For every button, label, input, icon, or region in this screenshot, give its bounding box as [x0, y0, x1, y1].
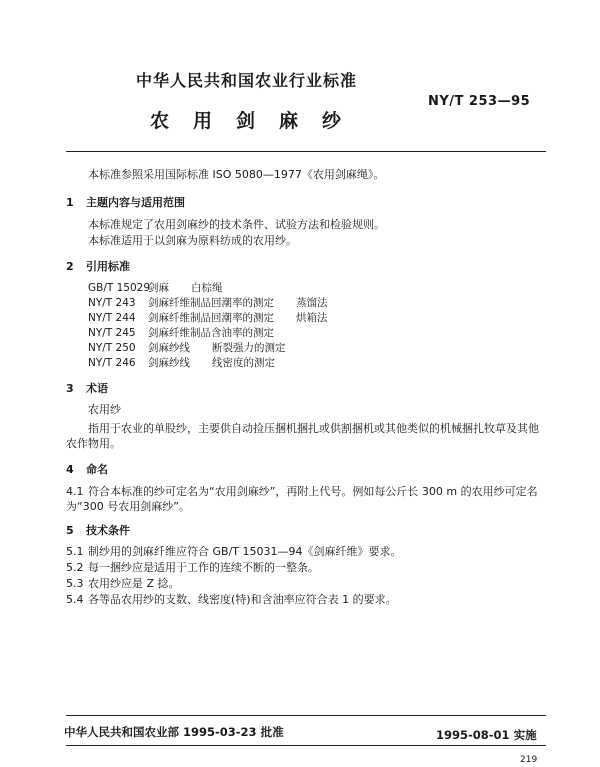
reference-code: GB/T 15029: [88, 282, 151, 294]
term-definition: 指用于农业的单股纱，主要供自动捡压捆机捆扎或供割捆机或其他类似的机械捆扎牧草及其他农作物用。: [66, 422, 539, 450]
reference-list: [88, 281, 328, 371]
clause-number: 5.4: [66, 593, 84, 606]
section-4-title: 命名: [86, 463, 108, 476]
reference-desc: 剑麻纱线: [148, 357, 190, 369]
section-2-title: 引用标准: [86, 260, 130, 273]
header-rule: [66, 151, 546, 152]
reference-desc: 剑麻纤维制品含油率的测定: [148, 327, 274, 339]
clause-5-2: [66, 561, 319, 575]
section-5-title: 技术条件: [86, 524, 130, 537]
reference-item: [88, 356, 328, 371]
reference-item: [88, 326, 328, 341]
issuing-org-heading: 中华人民共和国农业行业标准: [136, 71, 358, 90]
reference-item: [88, 281, 328, 296]
clause-text: 符合本标准的纱可定名为“农用剑麻纱”，再附上代号。例如每公斤长 300 m 的农用纱可定名为“300 号农用剑麻纱”。: [66, 485, 538, 513]
reference-desc: 剑麻纤维制品回潮率的测定: [148, 312, 274, 324]
clause-number: 4.1: [66, 485, 84, 498]
section-4-heading: [66, 461, 108, 477]
reference-item: [88, 341, 328, 356]
section-5-heading: [66, 522, 130, 538]
footer-rule: [66, 715, 546, 716]
reference-code: NY/T 245: [88, 327, 136, 339]
clause-text: 农用纱应是 Z 捻。: [88, 577, 180, 590]
reference-item: [88, 296, 328, 311]
intro-paragraph: 本标准参照采用国际标准 ISO 5080—1977《农用剑麻绳》。: [88, 168, 385, 181]
page-number: 219: [520, 755, 538, 765]
reference-desc-2: 蒸馏法: [296, 297, 328, 309]
clause-5-4: [66, 593, 397, 607]
reference-desc-2: 烘箱法: [296, 312, 328, 324]
footer-bottom-rule: [66, 745, 546, 746]
clause-text: 各等品农用纱的支数、线密度(特)和含油率应符合表 1 的要求。: [88, 593, 397, 606]
clause-number: 5.1: [66, 545, 84, 558]
implementation-date: 1995-08-01 实施: [436, 728, 537, 742]
section-5-number: 5: [66, 524, 74, 537]
section-1-title: 主题内容与适用范围: [86, 196, 185, 209]
reference-code: NY/T 244: [88, 312, 136, 324]
clause-text: 每一捆纱应是适用于工作的连续不断的一整条。: [88, 561, 319, 574]
clause-5-1: [66, 545, 401, 559]
reference-code: NY/T 250: [88, 342, 136, 354]
clause-text: 制纱用的剑麻纤维应符合 GB/T 15031—94《剑麻纤维》要求。: [88, 545, 402, 558]
section-1-para-2: 本标准适用于以剑麻为原料纺成的农用纱。: [88, 234, 297, 247]
section-4-number: 4: [66, 463, 74, 476]
reference-code: NY/T 246: [88, 357, 136, 369]
clause-number: 5.3: [66, 577, 84, 590]
clause-4-1: [66, 484, 544, 514]
section-1-heading: [66, 194, 185, 210]
section-3-title: 术语: [86, 382, 108, 395]
standard-code: NY/T 253—95: [428, 94, 531, 109]
section-3-number: 3: [66, 382, 74, 395]
reference-desc-2: 线密度的测定: [212, 357, 275, 369]
section-1-number: 1: [66, 196, 74, 209]
section-2-heading: [66, 258, 130, 274]
clause-number: 5.2: [66, 561, 84, 574]
reference-code: NY/T 243: [88, 297, 136, 309]
reference-desc: 剑麻纱线: [148, 342, 190, 354]
reference-desc: 剑麻纤维制品回潮率的测定: [148, 297, 274, 309]
term-name: 农用纱: [88, 403, 121, 416]
reference-desc-2: 断裂强力的测定: [212, 342, 286, 354]
reference-item: [88, 311, 328, 326]
clause-5-3: [66, 577, 180, 591]
reference-desc-2: 白棕绳: [191, 282, 223, 294]
section-2-number: 2: [66, 260, 74, 273]
approval-line: 中华人民共和国农业部 1995-03-23 批准: [64, 725, 284, 739]
document-title: 农用剑麻纱: [150, 110, 366, 132]
section-3-heading: [66, 380, 108, 396]
reference-desc: 剑麻: [148, 282, 169, 294]
section-1-para-1: 本标准规定了农用剑麻纱的技术条件、试验方法和检验规则。: [88, 218, 385, 231]
